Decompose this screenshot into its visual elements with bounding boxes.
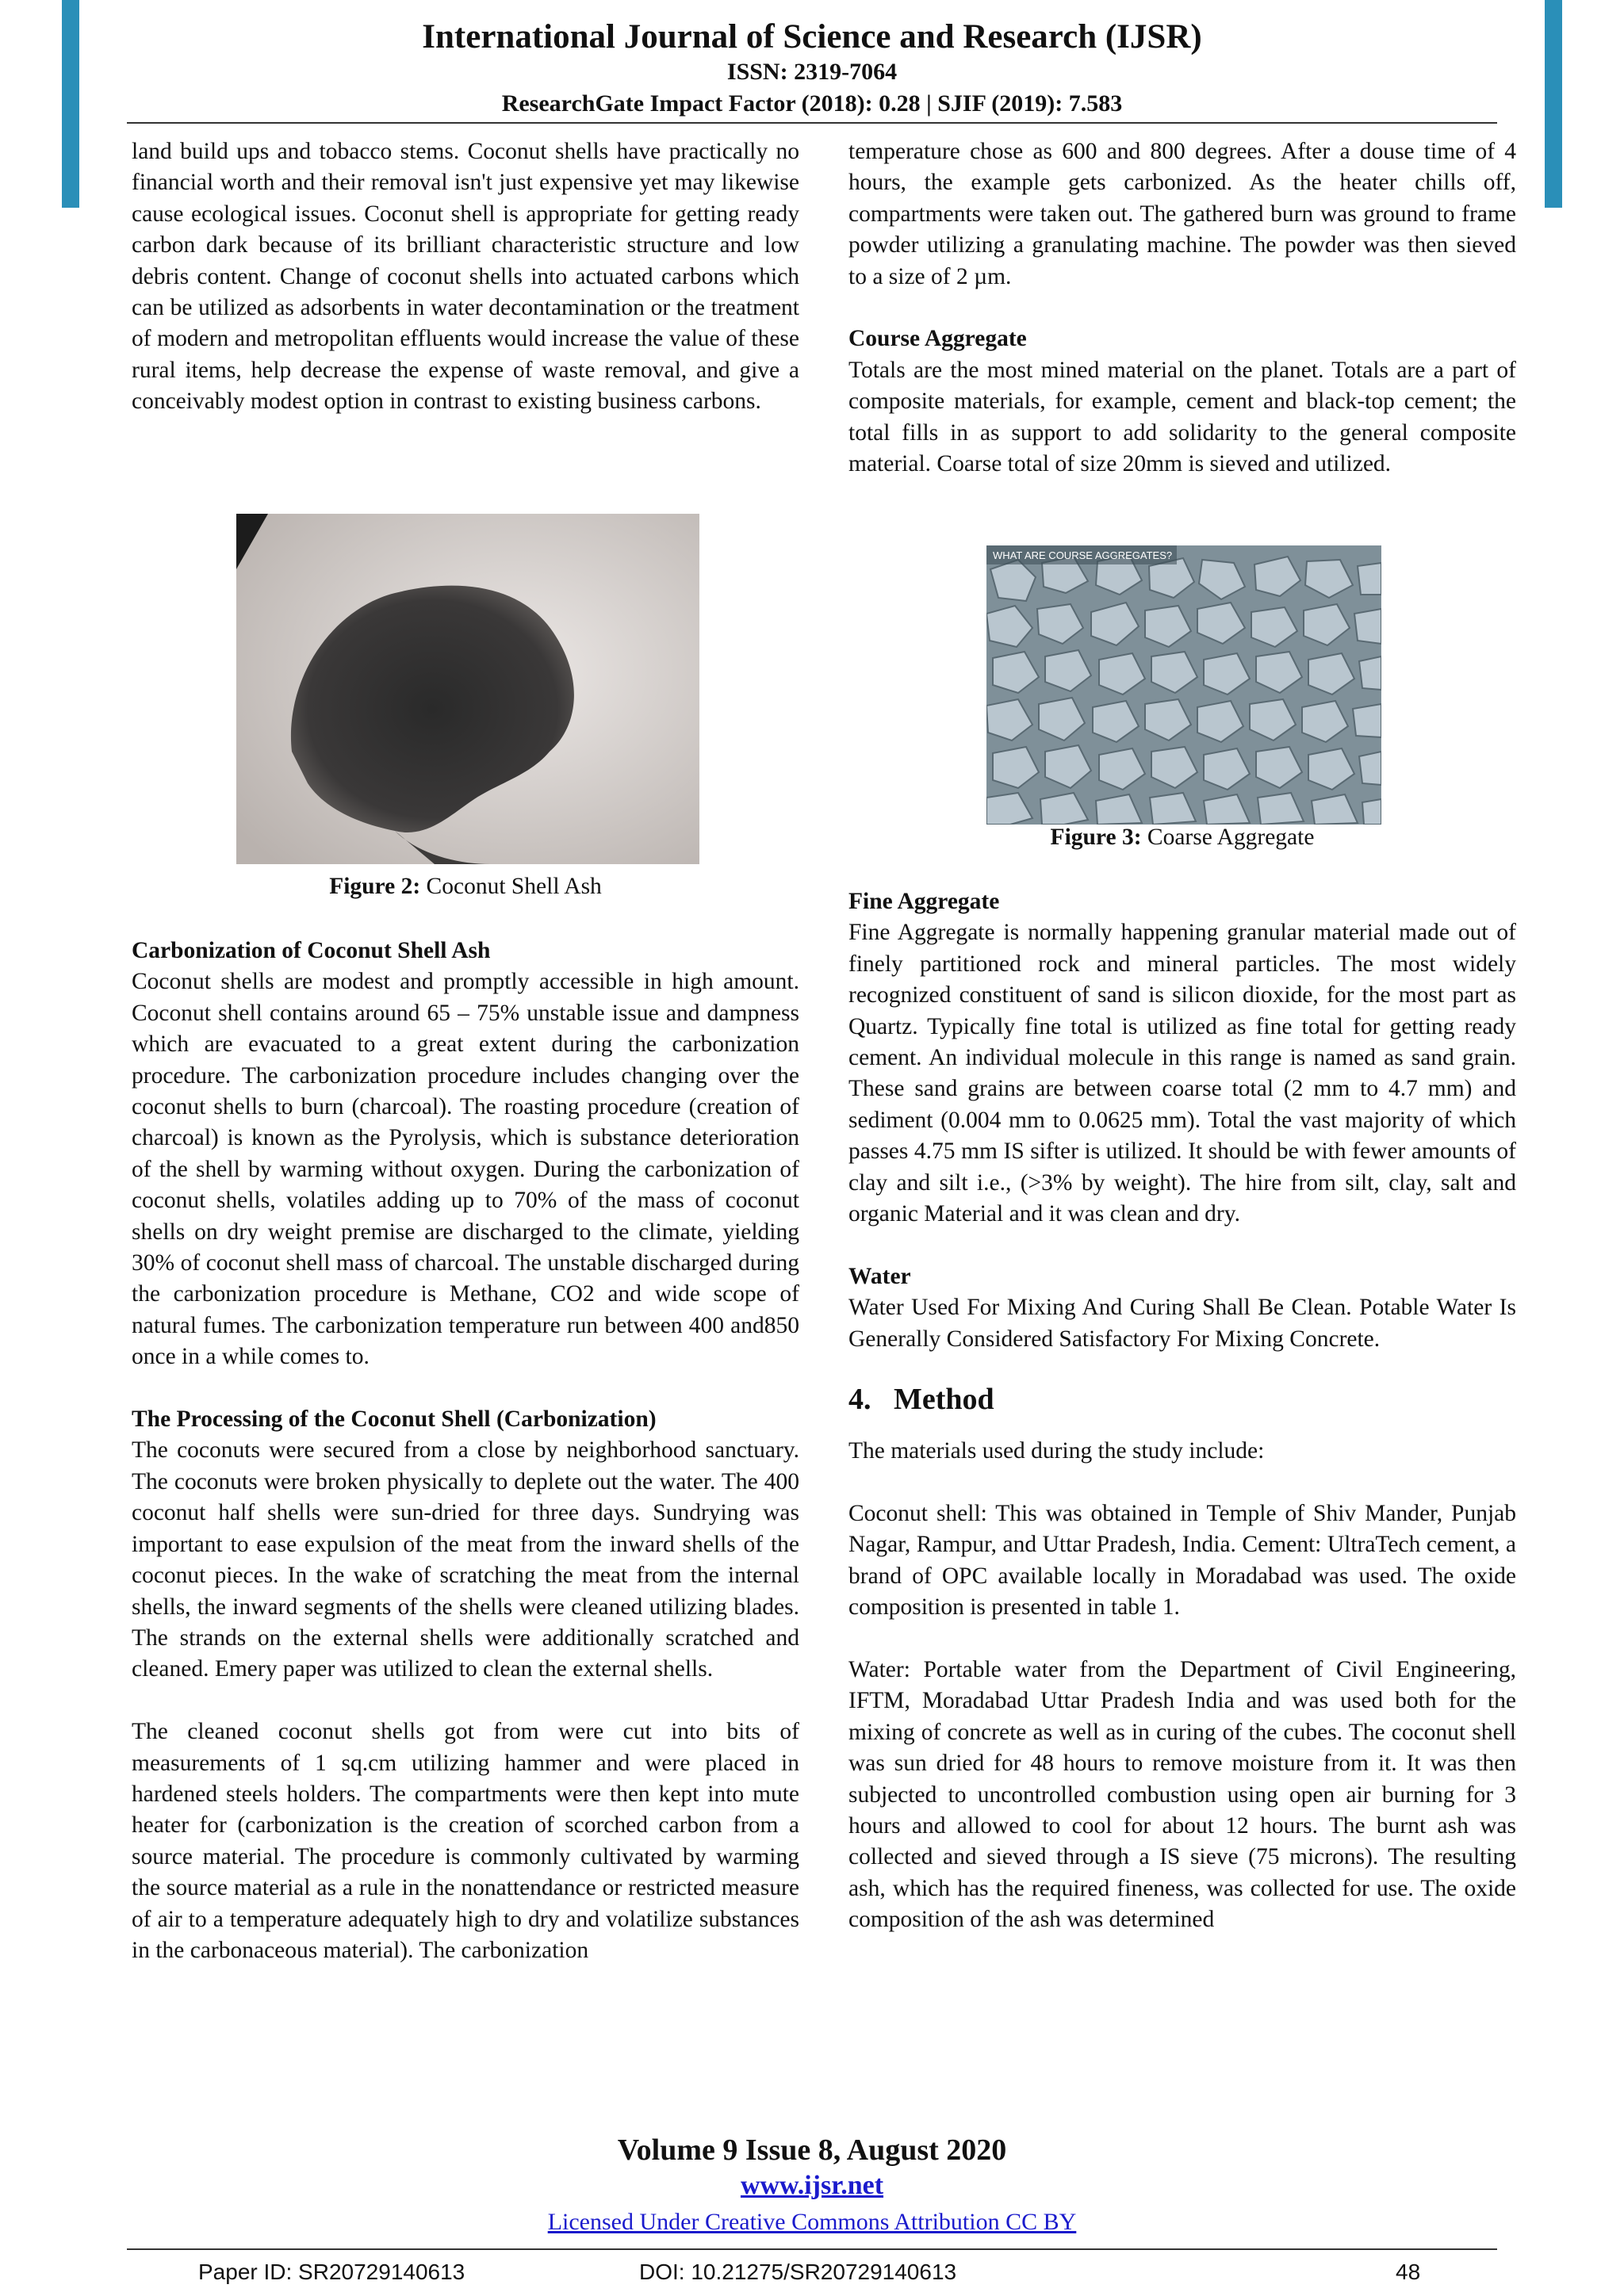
carbonization-continued: temperature chose as 600 and 800 degrees. After a douse time of 4 hours, the example gets carbonized. As the heater chills off, compartments were taken out. The gathered burn was ground to frame powder utilizing a granulating machine. The powder was then sieved to a size of 2 µm. bbox=[848, 139, 1516, 289]
coarse-aggregate-image bbox=[986, 545, 1381, 825]
coconut-shell-ash-image bbox=[236, 514, 699, 864]
left-column-top bbox=[132, 136, 799, 418]
journal-title: International Journal of Science and Research (IJSR) bbox=[422, 18, 1202, 55]
water-heading: Water bbox=[848, 1263, 911, 1289]
right-column-top bbox=[848, 136, 1516, 480]
fine-aggregate-heading: Fine Aggregate bbox=[848, 889, 1000, 914]
figure-2-caption bbox=[132, 871, 799, 902]
left-column-bottom bbox=[132, 936, 799, 1966]
doi: DOI: 10.21275/SR20729140613 bbox=[639, 2260, 957, 2284]
processing-heading: The Processing of the Coconut Shell (Carbonization) bbox=[132, 1406, 657, 1433]
figure-2-caption-text: Coconut Shell Ash bbox=[426, 874, 602, 899]
carbonization-heading: Carbonization of Coconut Shell Ash bbox=[132, 938, 491, 963]
right-column-bottom bbox=[848, 886, 1516, 1936]
fine-aggregate-paragraph: Fine Aggregate is normally happening granular material made out of finely partitioned rock and mineral particles. The most widely recognized constituent of sand is silicon dioxide, for the most part as Quartz. Typically fine total is utilized as fine total for getting ready cement. An individual molecule in this range is named as sand grain. These sand grains are between coarse total (2 mm to 4.7 mm) and sediment (0.004 mm to 0.0625 mm). Total the vast majority of which passes 4.75 mm IS sifter is utilized. It should be with fewer amounts of clay and silt i.e., (>3% by weight). The hire from silt, clay, salt and organic Material and it was clean and dry. bbox=[848, 920, 1516, 1227]
method-heading: 4. Method bbox=[848, 1383, 994, 1417]
impact-factor: ResearchGate Impact Factor (2018): 0.28 | SJIF (2019): 7.583 bbox=[501, 90, 1123, 117]
website-link[interactable]: www.ijsr.net bbox=[740, 2171, 884, 2200]
method-paragraph-1: Coconut shell: This was obtained in Temple of Shiv Mander, Punjab Nagar, Rampur, and Uttar Pradesh, India. Cement: UltraTech cement, a brand of OPC available locally in Moradabad was used. The oxide composition is presented in table 1. bbox=[848, 1500, 1516, 1621]
figure-3-overlay-text: WHAT ARE COURSE AGGREGATES? bbox=[993, 549, 1173, 561]
figure-3-caption bbox=[848, 821, 1516, 853]
processing-paragraph-2: The cleaned coconut shells got from were cut into bits of measurements of 1 sq.cm utilizing hammer and were placed in hardened steels holders. The compartments were then kept into mute heater for (carbonization is the creation of scorched carbon from a source material. The procedure is commonly cultivated by warming the source material as a rule in the nonattendance or restricted measure of air to a temperature adequately high to dry and volatilize substances in the carbonaceous material). The carbonization bbox=[132, 1719, 799, 1963]
processing-paragraph-1: The coconuts were secured from a close by neighborhood sanctuary. The coconuts were broken physically to deplete out the water. The 400 coconut half shells were sun-dried for three days. Sundrying was important to ease expulsion of the meat from the inward shells of the coconut pieces. In the wake of scratching the meat from the internal shells, the inward segments of the shells were cleaned utilizing blades. The strands on the external shells were additionally scratched and cleaned. Emery paper was utilized to clean the external shells. bbox=[132, 1437, 799, 1682]
volume-issue: Volume 9 Issue 8, August 2020 bbox=[617, 2133, 1007, 2167]
method-intro: The materials used during the study include: bbox=[848, 1438, 1265, 1464]
footer-rule bbox=[127, 2248, 1497, 2250]
page-number: 48 bbox=[1396, 2260, 1421, 2284]
license-link[interactable]: Licensed Under Creative Commons Attribution CC BY bbox=[547, 2209, 1077, 2235]
method-paragraph-2: Water: Portable water from the Department of Civil Engineering, IFTM, Moradabad Uttar Pradesh India and was used both for the mixing of concrete as well as in curing of the cubes. The coconut shell was sun dried for 48 hours to remove moisture from it. It was then subjected to uncontrolled combustion using open air burning for 3 hours and allowed to cool for about 12 hours. The burnt ash was collected and sieved through a IS sieve (75 microns). The resulting ash, which has the required fineness, was collected for use. The oxide composition of the ash was determined bbox=[848, 1656, 1516, 1933]
water-paragraph: Water Used For Mixing And Curing Shall Be Clean. Potable Water Is Generally Considered Satisfactory For Mixing Concrete. bbox=[848, 1295, 1516, 1352]
figure-2-label: Figure 2: bbox=[329, 874, 421, 899]
paper-id: Paper ID: SR20729140613 bbox=[198, 2260, 465, 2284]
figure-3-caption-text: Coarse Aggregate bbox=[1147, 825, 1315, 850]
issn: ISSN: 2319-7064 bbox=[726, 59, 898, 85]
carbonization-paragraph: Coconut shells are modest and promptly accessible in high amount. Coconut shell contains around 65 – 75% unstable issue and dampness which are evacuated to a great extent during the carbonization procedure. The carbonization procedure includes changing over the coconut shells to burn (charcoal). The roasting procedure (creation of charcoal) is known as the Pyrolysis, which is substance deterioration of the shell by warming without oxygen. During the carbonization of coconut shells, volatiles adding up to 70% of the mass of coconut shells on dry weight premise are discharged to the climate, yielding 30% of coconut shell mass of charcoal. The unstable discharged during the carbonization procedure is Methane, CO2 and wide scope of natural fumes. The carbonization temperature run between 400 and850 once in a while comes to. bbox=[132, 969, 799, 1370]
course-aggregate-heading: Course Aggregate bbox=[848, 326, 1027, 352]
course-aggregate-paragraph: Totals are the most mined material on the planet. Totals are a part of composite materials, for example, cement and black-top cement; the total fills in as support to add solidarity to the general composite material. Coarse total of size 20mm is sieved and utilized. bbox=[848, 357, 1516, 477]
header-rule bbox=[127, 122, 1497, 124]
figure-3-label: Figure 3: bbox=[1050, 825, 1142, 850]
intro-paragraph: land build ups and tobacco stems. Coconut shells have practically no financial worth and their removal isn't just expensive yet may likewise cause ecological issues. Coconut shell is appropriate for getting ready carbon dark because of its brilliant characteristic structure and low debris content. Change of coconut shells into actuated carbons which can be utilized as adsorbents in water decontamination or the treatment of modern and metropolitan effluents would increase the value of these rural items, help decrease the expense of waste removal, and give a conceivably modest option in contrast to existing business carbons. bbox=[132, 139, 799, 415]
